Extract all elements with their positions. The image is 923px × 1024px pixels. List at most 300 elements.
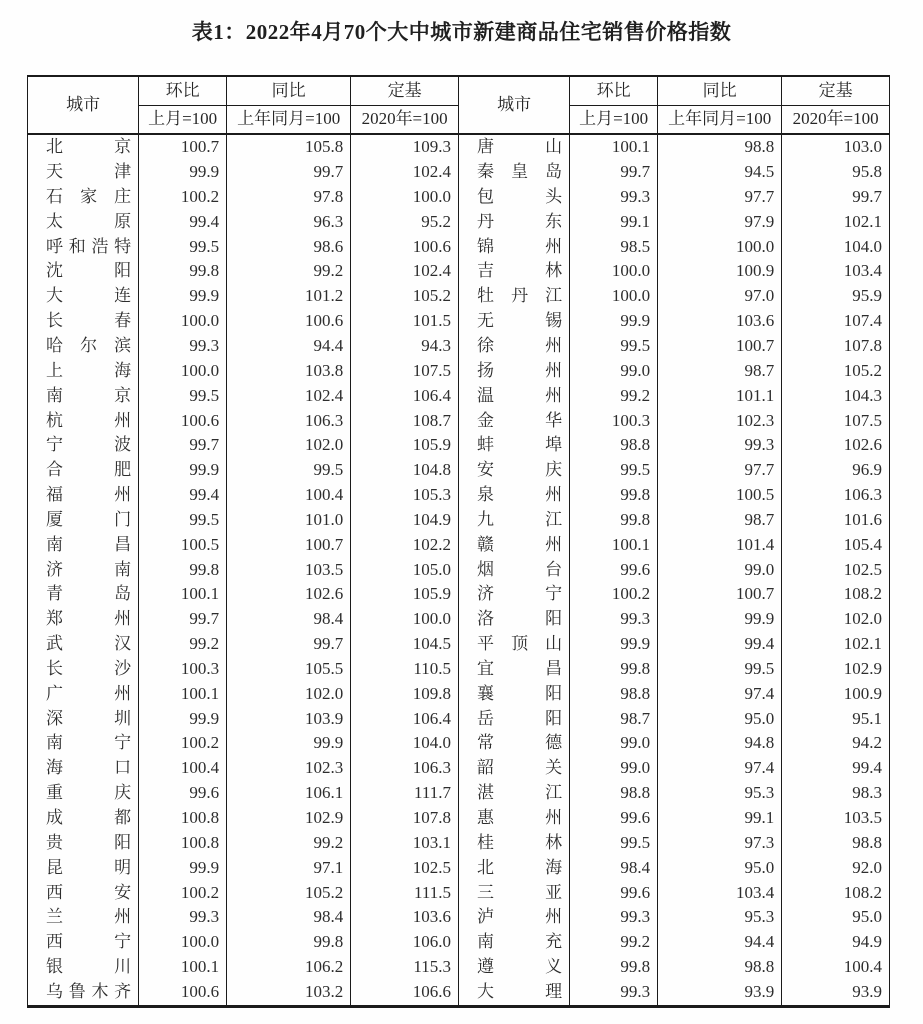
city-name-left: 济南 <box>46 559 132 579</box>
city-name-right: 金华 <box>476 410 563 430</box>
table-row <box>28 508 890 533</box>
mom-value-right: 98.7 <box>570 706 658 731</box>
city-name-left: 青岛 <box>46 584 132 604</box>
base-value-right: 108.2 <box>782 582 890 607</box>
city-cell-left <box>28 383 139 408</box>
base-value-right: 103.0 <box>782 134 890 160</box>
city-name-right: 赣州 <box>476 534 563 554</box>
city-name-right: 大理 <box>476 981 563 1001</box>
yoy-value-right: 94.4 <box>658 930 782 955</box>
header-mom-sub-left: 上月=100 <box>139 105 227 134</box>
yoy-value-left: 101.0 <box>227 508 351 533</box>
base-value-right: 107.4 <box>782 309 890 334</box>
base-value-left: 100.0 <box>351 185 459 210</box>
mom-value-right: 100.3 <box>570 408 658 433</box>
city-cell-right <box>458 831 569 856</box>
city-cell-left <box>28 955 139 980</box>
yoy-value-right: 99.5 <box>658 657 782 682</box>
mom-value-right: 100.1 <box>570 134 658 160</box>
city-cell-right <box>458 284 569 309</box>
base-value-right: 102.9 <box>782 657 890 682</box>
yoy-value-left: 99.7 <box>227 632 351 657</box>
city-name-right: 泸州 <box>476 907 563 927</box>
city-cell-right <box>458 905 569 930</box>
city-cell-right <box>458 756 569 781</box>
mom-value-left: 100.4 <box>139 756 227 781</box>
header-base-sub-left: 2020年=100 <box>351 105 459 134</box>
city-cell-left <box>28 855 139 880</box>
base-value-right: 104.0 <box>782 234 890 259</box>
city-cell-right <box>458 706 569 731</box>
table-row <box>28 309 890 334</box>
yoy-value-left: 99.2 <box>227 259 351 284</box>
base-value-right: 96.9 <box>782 458 890 483</box>
city-name-right: 北海 <box>476 857 563 877</box>
mom-value-right: 99.5 <box>570 458 658 483</box>
mom-value-left: 99.4 <box>139 210 227 235</box>
city-name-left: 兰州 <box>46 907 132 927</box>
base-value-left: 106.3 <box>351 756 459 781</box>
table-row <box>28 533 890 558</box>
base-value-right: 98.3 <box>782 781 890 806</box>
city-cell-left <box>28 533 139 558</box>
base-value-left: 100.0 <box>351 607 459 632</box>
city-name-left: 长春 <box>46 311 132 331</box>
table-row <box>28 831 890 856</box>
mom-value-right: 99.6 <box>570 880 658 905</box>
yoy-value-right: 98.7 <box>658 359 782 384</box>
mom-value-right: 99.5 <box>570 831 658 856</box>
mom-value-right: 99.2 <box>570 383 658 408</box>
table-row <box>28 134 890 160</box>
mom-value-right: 99.6 <box>570 806 658 831</box>
base-value-right: 104.3 <box>782 383 890 408</box>
table-row <box>28 930 890 955</box>
yoy-value-right: 101.1 <box>658 383 782 408</box>
city-name-right: 遵义 <box>476 957 563 977</box>
city-cell-left <box>28 408 139 433</box>
city-name-right: 锦州 <box>476 236 563 256</box>
header-group-row <box>28 76 890 105</box>
yoy-value-left: 103.5 <box>227 557 351 582</box>
mom-value-left: 100.5 <box>139 533 227 558</box>
city-cell-left <box>28 756 139 781</box>
city-name-right: 吉林 <box>476 261 563 281</box>
base-value-left: 105.9 <box>351 582 459 607</box>
city-name-left: 呼和浩特 <box>46 236 132 256</box>
mom-value-right: 99.2 <box>570 930 658 955</box>
city-name-left: 北京 <box>46 137 132 157</box>
city-cell-right <box>458 160 569 185</box>
city-name-right: 三亚 <box>476 882 563 902</box>
yoy-value-left: 99.2 <box>227 831 351 856</box>
header-yoy-sub-right: 上年同月=100 <box>658 105 782 134</box>
yoy-value-left: 94.4 <box>227 334 351 359</box>
base-value-left: 104.8 <box>351 458 459 483</box>
city-name-left: 上海 <box>46 360 132 380</box>
yoy-value-right: 99.0 <box>658 557 782 582</box>
city-cell-right <box>458 682 569 707</box>
base-value-right: 103.4 <box>782 259 890 284</box>
table-row <box>28 955 890 980</box>
yoy-value-right: 94.5 <box>658 160 782 185</box>
base-value-right: 94.2 <box>782 731 890 756</box>
base-value-left: 111.7 <box>351 781 459 806</box>
city-name-right: 南充 <box>476 932 563 952</box>
city-name-right: 济宁 <box>476 584 563 604</box>
base-value-right: 99.4 <box>782 756 890 781</box>
table-row <box>28 408 890 433</box>
city-cell-left <box>28 433 139 458</box>
city-cell-right <box>458 433 569 458</box>
yoy-value-right: 97.4 <box>658 756 782 781</box>
base-value-left: 115.3 <box>351 955 459 980</box>
yoy-value-right: 97.3 <box>658 831 782 856</box>
city-name-left: 乌鲁木齐 <box>46 981 132 1001</box>
city-cell-right <box>458 980 569 1006</box>
city-name-left: 厦门 <box>46 509 132 529</box>
mom-value-left: 100.0 <box>139 359 227 384</box>
header-base-sub-right: 2020年=100 <box>782 105 890 134</box>
yoy-value-right: 100.9 <box>658 259 782 284</box>
mom-value-left: 100.1 <box>139 582 227 607</box>
base-value-right: 102.6 <box>782 433 890 458</box>
city-cell-right <box>458 259 569 284</box>
yoy-value-right: 95.0 <box>658 706 782 731</box>
mom-value-right: 100.2 <box>570 582 658 607</box>
base-value-left: 108.7 <box>351 408 459 433</box>
city-name-right: 扬州 <box>476 360 563 380</box>
city-cell-right <box>458 880 569 905</box>
city-name-left: 武汉 <box>46 634 132 654</box>
table-row <box>28 259 890 284</box>
city-name-right: 桂林 <box>476 832 563 852</box>
yoy-value-right: 99.3 <box>658 433 782 458</box>
yoy-value-left: 98.4 <box>227 905 351 930</box>
base-value-left: 94.3 <box>351 334 459 359</box>
mom-value-left: 99.3 <box>139 334 227 359</box>
yoy-value-right: 100.0 <box>658 234 782 259</box>
yoy-value-right: 99.4 <box>658 632 782 657</box>
price-index-table <box>27 75 890 1008</box>
yoy-value-left: 96.3 <box>227 210 351 235</box>
city-cell-left <box>28 557 139 582</box>
table-row <box>28 731 890 756</box>
city-name-right: 平顶山 <box>476 634 563 654</box>
yoy-value-right: 101.4 <box>658 533 782 558</box>
header-mom-sub-right: 上月=100 <box>570 105 658 134</box>
mom-value-right: 100.0 <box>570 259 658 284</box>
base-value-left: 95.2 <box>351 210 459 235</box>
city-cell-left <box>28 284 139 309</box>
mom-value-right: 98.8 <box>570 781 658 806</box>
city-name-left: 西安 <box>46 882 132 902</box>
mom-value-right: 99.3 <box>570 905 658 930</box>
city-cell-left <box>28 458 139 483</box>
yoy-value-left: 105.8 <box>227 134 351 160</box>
mom-value-right: 100.0 <box>570 284 658 309</box>
base-value-right: 108.2 <box>782 880 890 905</box>
city-cell-left <box>28 632 139 657</box>
mom-value-left: 99.6 <box>139 781 227 806</box>
city-cell-left <box>28 334 139 359</box>
yoy-value-left: 106.3 <box>227 408 351 433</box>
city-cell-left <box>28 831 139 856</box>
table-row <box>28 185 890 210</box>
base-value-right: 103.5 <box>782 806 890 831</box>
city-cell-left <box>28 582 139 607</box>
yoy-value-right: 98.7 <box>658 508 782 533</box>
table-row <box>28 234 890 259</box>
city-name-right: 韶关 <box>476 758 563 778</box>
base-value-left: 102.4 <box>351 259 459 284</box>
city-cell-left <box>28 134 139 160</box>
mom-value-right: 99.9 <box>570 632 658 657</box>
yoy-value-left: 103.8 <box>227 359 351 384</box>
base-value-left: 105.0 <box>351 557 459 582</box>
base-value-right: 102.0 <box>782 607 890 632</box>
mom-value-right: 99.9 <box>570 309 658 334</box>
table-row <box>28 458 890 483</box>
yoy-value-left: 106.1 <box>227 781 351 806</box>
city-cell-left <box>28 980 139 1006</box>
yoy-value-right: 100.5 <box>658 483 782 508</box>
city-cell-left <box>28 930 139 955</box>
base-value-left: 100.6 <box>351 234 459 259</box>
yoy-value-right: 103.4 <box>658 880 782 905</box>
base-value-right: 95.8 <box>782 160 890 185</box>
base-value-left: 105.9 <box>351 433 459 458</box>
city-cell-left <box>28 185 139 210</box>
city-name-right: 徐州 <box>476 335 563 355</box>
mom-value-left: 100.1 <box>139 682 227 707</box>
city-cell-right <box>458 533 569 558</box>
mom-value-right: 99.6 <box>570 557 658 582</box>
table-row <box>28 284 890 309</box>
city-cell-right <box>458 185 569 210</box>
mom-value-left: 99.9 <box>139 706 227 731</box>
city-name-right: 牡丹江 <box>476 286 563 306</box>
yoy-value-left: 98.4 <box>227 607 351 632</box>
city-cell-right <box>458 359 569 384</box>
mom-value-left: 100.0 <box>139 309 227 334</box>
base-value-right: 106.3 <box>782 483 890 508</box>
mom-value-left: 100.1 <box>139 955 227 980</box>
header-base-right: 定基 <box>782 76 890 105</box>
mom-value-right: 99.0 <box>570 756 658 781</box>
city-name-right: 无锡 <box>476 311 563 331</box>
yoy-value-left: 100.7 <box>227 533 351 558</box>
yoy-value-left: 102.4 <box>227 383 351 408</box>
city-name-left: 福州 <box>46 485 132 505</box>
yoy-value-right: 97.9 <box>658 210 782 235</box>
city-cell-right <box>458 806 569 831</box>
mom-value-left: 100.6 <box>139 408 227 433</box>
city-name-left: 南昌 <box>46 534 132 554</box>
yoy-value-left: 97.8 <box>227 185 351 210</box>
table-row <box>28 433 890 458</box>
mom-value-right: 98.8 <box>570 682 658 707</box>
mom-value-left: 100.2 <box>139 880 227 905</box>
city-name-left: 天津 <box>46 162 132 182</box>
city-cell-right <box>458 657 569 682</box>
city-cell-right <box>458 483 569 508</box>
mom-value-left: 99.7 <box>139 607 227 632</box>
base-value-right: 107.5 <box>782 408 890 433</box>
base-value-left: 102.2 <box>351 533 459 558</box>
mom-value-left: 99.8 <box>139 557 227 582</box>
base-value-left: 103.1 <box>351 831 459 856</box>
yoy-value-left: 100.6 <box>227 309 351 334</box>
city-name-left: 贵阳 <box>46 832 132 852</box>
city-name-right: 丹东 <box>476 211 563 231</box>
table-body <box>28 134 890 1006</box>
city-name-right: 泉州 <box>476 485 563 505</box>
table-row <box>28 210 890 235</box>
city-name-left: 合肥 <box>46 460 132 480</box>
mom-value-right: 99.8 <box>570 508 658 533</box>
mom-value-left: 100.7 <box>139 134 227 160</box>
city-name-left: 长沙 <box>46 658 132 678</box>
city-cell-right <box>458 781 569 806</box>
yoy-value-right: 94.8 <box>658 731 782 756</box>
yoy-value-right: 98.8 <box>658 134 782 160</box>
city-name-left: 昆明 <box>46 857 132 877</box>
city-name-right: 岳阳 <box>476 708 563 728</box>
table-row <box>28 682 890 707</box>
table-row <box>28 334 890 359</box>
city-name-right: 秦皇岛 <box>476 162 563 182</box>
mom-value-right: 99.0 <box>570 731 658 756</box>
city-cell-left <box>28 706 139 731</box>
city-name-left: 南京 <box>46 385 132 405</box>
header-yoy-left: 同比 <box>227 76 351 105</box>
city-cell-right <box>458 309 569 334</box>
city-name-right: 宜昌 <box>476 658 563 678</box>
table-row <box>28 855 890 880</box>
city-cell-left <box>28 234 139 259</box>
yoy-value-left: 105.2 <box>227 880 351 905</box>
city-cell-left <box>28 905 139 930</box>
mom-value-left: 100.8 <box>139 806 227 831</box>
mom-value-right: 99.5 <box>570 334 658 359</box>
base-value-right: 95.1 <box>782 706 890 731</box>
yoy-value-left: 98.6 <box>227 234 351 259</box>
city-name-right: 常德 <box>476 733 563 753</box>
yoy-value-left: 102.0 <box>227 433 351 458</box>
mom-value-right: 100.1 <box>570 533 658 558</box>
table-row <box>28 607 890 632</box>
base-value-right: 95.0 <box>782 905 890 930</box>
table-row <box>28 880 890 905</box>
city-cell-right <box>458 930 569 955</box>
mom-value-left: 99.9 <box>139 160 227 185</box>
table-row <box>28 756 890 781</box>
base-value-right: 102.1 <box>782 632 890 657</box>
city-name-right: 唐山 <box>476 137 563 157</box>
table-row <box>28 632 890 657</box>
base-value-right: 105.2 <box>782 359 890 384</box>
city-cell-left <box>28 781 139 806</box>
mom-value-right: 99.8 <box>570 483 658 508</box>
header-yoy-right: 同比 <box>658 76 782 105</box>
yoy-value-right: 102.3 <box>658 408 782 433</box>
mom-value-right: 98.8 <box>570 433 658 458</box>
header-base-left: 定基 <box>351 76 459 105</box>
base-value-left: 106.4 <box>351 706 459 731</box>
city-cell-right <box>458 383 569 408</box>
city-name-right: 襄阳 <box>476 683 563 703</box>
yoy-value-left: 99.5 <box>227 458 351 483</box>
base-value-left: 106.4 <box>351 383 459 408</box>
mom-value-right: 99.7 <box>570 160 658 185</box>
base-value-left: 106.0 <box>351 930 459 955</box>
header-yoy-sub-left: 上年同月=100 <box>227 105 351 134</box>
base-value-left: 105.3 <box>351 483 459 508</box>
base-value-left: 107.8 <box>351 806 459 831</box>
mom-value-left: 99.5 <box>139 508 227 533</box>
base-value-right: 92.0 <box>782 855 890 880</box>
city-cell-left <box>28 508 139 533</box>
base-value-left: 107.5 <box>351 359 459 384</box>
mom-value-left: 99.4 <box>139 483 227 508</box>
base-value-left: 105.2 <box>351 284 459 309</box>
header-city-left: 城市 <box>28 76 139 134</box>
mom-value-right: 99.0 <box>570 359 658 384</box>
yoy-value-right: 95.3 <box>658 781 782 806</box>
city-name-right: 包头 <box>476 186 563 206</box>
base-value-right: 107.8 <box>782 334 890 359</box>
city-name-right: 惠州 <box>476 808 563 827</box>
table-row <box>28 359 890 384</box>
header-mom-right: 环比 <box>570 76 658 105</box>
base-value-right: 100.9 <box>782 682 890 707</box>
yoy-value-left: 99.8 <box>227 930 351 955</box>
base-value-right: 93.9 <box>782 980 890 1006</box>
mom-value-left: 99.5 <box>139 234 227 259</box>
yoy-value-right: 98.8 <box>658 955 782 980</box>
table-row <box>28 781 890 806</box>
city-name-left: 宁波 <box>46 435 132 455</box>
base-value-right: 102.1 <box>782 210 890 235</box>
city-name-left: 郑州 <box>46 609 132 629</box>
mom-value-left: 100.8 <box>139 831 227 856</box>
table-row <box>28 806 890 831</box>
city-cell-left <box>28 880 139 905</box>
city-cell-left <box>28 806 139 831</box>
base-value-right: 95.9 <box>782 284 890 309</box>
yoy-value-right: 93.9 <box>658 980 782 1006</box>
base-value-left: 102.5 <box>351 855 459 880</box>
base-value-right: 99.7 <box>782 185 890 210</box>
mom-value-left: 99.7 <box>139 433 227 458</box>
yoy-value-left: 103.2 <box>227 980 351 1006</box>
table-title: 表1：2022年4月70个大中城市新建商品住宅销售价格指数 <box>191 20 732 44</box>
city-cell-left <box>28 259 139 284</box>
yoy-value-right: 97.0 <box>658 284 782 309</box>
city-cell-right <box>458 458 569 483</box>
mom-value-right: 98.4 <box>570 855 658 880</box>
mom-value-left: 100.0 <box>139 930 227 955</box>
city-cell-right <box>458 408 569 433</box>
city-name-right: 烟台 <box>476 559 563 579</box>
city-cell-right <box>458 731 569 756</box>
mom-value-right: 99.8 <box>570 955 658 980</box>
city-cell-right <box>458 855 569 880</box>
city-cell-left <box>28 731 139 756</box>
base-value-left: 104.9 <box>351 508 459 533</box>
base-value-left: 109.8 <box>351 682 459 707</box>
